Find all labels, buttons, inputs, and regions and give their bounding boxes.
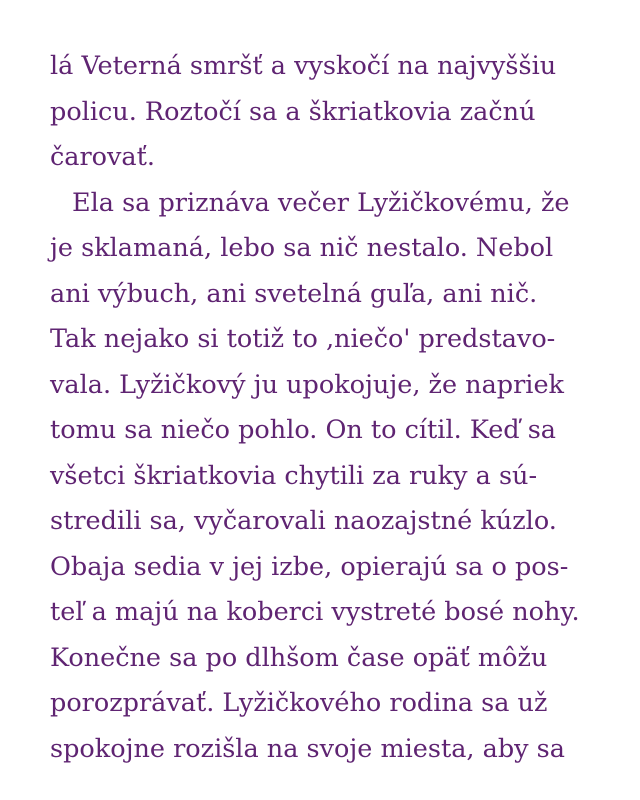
text-line: Obaja sedia v jej izbe, opierajú sa o pos- [50,551,569,582]
body-text [50,44,610,772]
text-line: stredili sa, vyčarovali naozajstné kúzlo. [50,506,557,536]
text-line: Tak nejako si totiž to ‚niečo' predstavo- [50,324,556,354]
text-line: všetci škriatkovia chytili za ruky a sú- [50,460,538,491]
text-line: ani výbuch, ani svetelná guľa, ani nič. [50,278,538,309]
text-line: porozprávať. Lyžičkového rodina sa už [50,688,548,718]
text-line: Konečne sa po dlhšom čase opäť môžu [50,642,548,673]
text-line: lá Veterná smršť a vyskočí na najvyššiu [50,51,557,81]
text-line: tomu sa niečo pohlo. On to cítil. Keď sa [50,415,557,445]
text-line: policu. Roztočí sa a škriatkovia začnú [50,96,536,127]
text-line: teľ a majú na koberci vystreté bosé nohy. [50,597,580,627]
text-line: čarovať. [50,142,155,172]
text-line: vala. Lyžičkový ju upokojuje, že napriek [50,369,565,400]
paragraph-first-line: Ela sa priznáva večer Lyžičkovému, že [72,187,570,218]
text-line: spokojne rozišla na svoje miesta, aby sa [50,733,565,764]
text-line: je sklamaná, lebo sa nič nestalo. Nebol [50,233,554,263]
